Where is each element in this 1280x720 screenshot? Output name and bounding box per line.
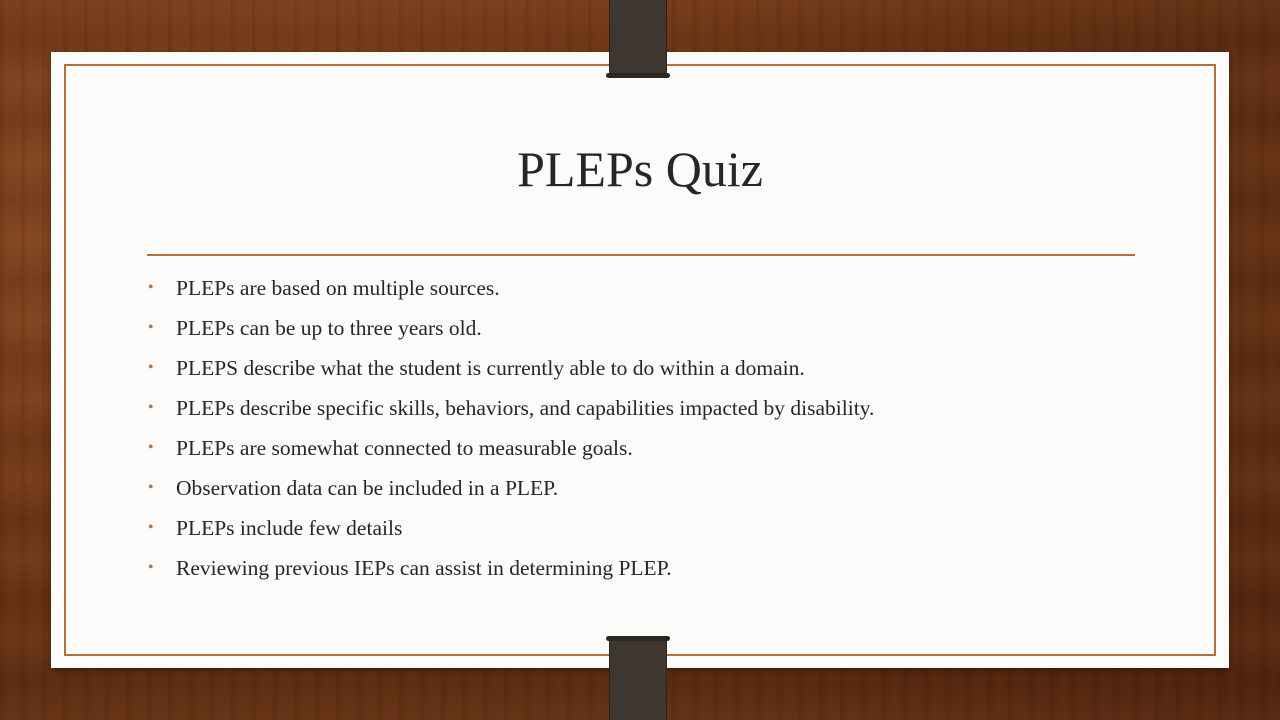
list-item (148, 548, 1148, 588)
bullet-text: PLEPs can be up to three years old. (176, 316, 482, 340)
bullet-list (148, 268, 1148, 588)
list-item (148, 268, 1148, 308)
list-item (148, 388, 1148, 428)
bullet-icon: • (148, 359, 154, 376)
bullet-text: Reviewing previous IEPs can assist in determining PLEP. (176, 556, 672, 580)
bullet-text: PLEPs include few details (176, 516, 403, 540)
bullet-icon: • (148, 399, 154, 416)
bullet-icon: • (148, 479, 154, 496)
list-item (148, 508, 1148, 548)
bullet-icon: • (148, 439, 154, 456)
bullet-text: PLEPs describe specific skills, behaviors, and capabilities impacted by disability. (176, 396, 875, 420)
bullet-text: PLEPs are based on multiple sources. (176, 276, 500, 300)
bullet-text: PLEPs are somewhat connected to measurable goals. (176, 436, 633, 460)
list-item (148, 428, 1148, 468)
list-item (148, 348, 1148, 388)
bullet-icon: • (148, 559, 154, 576)
bullet-text: PLEPS describe what the student is currently able to do within a domain. (176, 356, 805, 380)
bottom-strap (609, 638, 667, 720)
list-item (148, 308, 1148, 348)
title-divider (147, 254, 1135, 256)
top-strap (609, 0, 667, 76)
bullet-icon: • (148, 319, 154, 336)
bullet-text: Observation data can be included in a PLEP. (176, 476, 559, 500)
bullet-icon: • (148, 279, 154, 296)
bullet-icon: • (148, 519, 154, 536)
list-item (148, 468, 1148, 508)
slide-title: PLEPs Quiz (517, 141, 763, 197)
